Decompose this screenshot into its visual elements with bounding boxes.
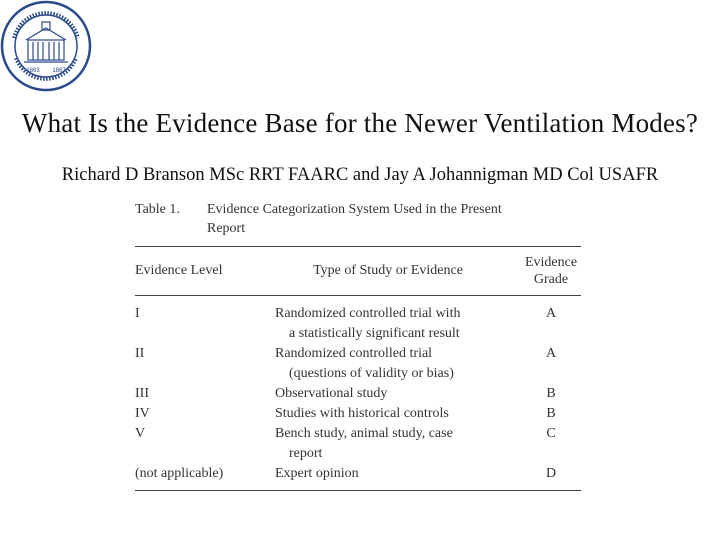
table-body <box>135 296 581 484</box>
row-type-line-1: Randomized controlled trial with <box>275 306 461 321</box>
university-seal-icon <box>0 0 92 92</box>
row-grade: C <box>546 426 556 441</box>
row-type-line-2: (questions of validity or bias) <box>289 366 454 381</box>
authors-line: Richard D Branson MSc RRT FAARC and Jay A Johannigman MD Col USAFR <box>61 165 659 185</box>
row-level: III <box>135 386 149 401</box>
row-grade: B <box>546 406 556 421</box>
table-caption <box>135 200 581 238</box>
row-grade: B <box>546 386 556 401</box>
row-type <box>275 384 521 404</box>
row-level: (not applicable) <box>135 466 224 481</box>
row-type-line-1: Observational study <box>275 386 388 401</box>
row-type <box>275 344 521 384</box>
header-study-type: Type of Study or Evidence <box>313 263 463 278</box>
row-type-line-1: Randomized controlled trial <box>275 346 433 361</box>
table-bottom-rule <box>135 490 581 491</box>
seal-year-right: 1867 <box>52 68 66 74</box>
caption-line-2: Report <box>207 221 246 236</box>
seal-year-left: 1863 <box>26 68 40 74</box>
slide-title: What Is the Evidence Base for the Newer Ventilation Modes? <box>21 108 699 138</box>
row-type-line-1: Bench study, animal study, case <box>275 426 453 441</box>
row-type-line-2: report <box>289 446 323 461</box>
table-number: Table 1. <box>135 202 180 217</box>
row-type <box>275 304 521 344</box>
row-level: V <box>135 426 146 441</box>
row-level: II <box>135 346 145 361</box>
header-grade-line-2: Grade <box>533 272 569 287</box>
row-grade: D <box>545 466 557 481</box>
table-caption-text <box>207 200 581 238</box>
row-level: I <box>135 306 140 321</box>
table-row <box>135 464 581 484</box>
row-type <box>275 424 521 464</box>
row-type-line-1: Studies with historical controls <box>275 406 449 421</box>
table-row <box>135 424 581 464</box>
table-row <box>135 304 581 344</box>
header-evidence-level: Evidence Level <box>135 263 223 278</box>
row-grade: A <box>545 306 557 321</box>
row-level: IV <box>135 406 150 421</box>
header-grade-line-1: Evidence <box>524 255 578 270</box>
evidence-table <box>135 200 581 491</box>
table-row <box>135 344 581 384</box>
header-evidence-grade <box>521 254 581 288</box>
caption-line-1: Evidence Categorization System Used in the Present <box>207 202 502 217</box>
table-row <box>135 384 581 404</box>
row-type-line-2: a statistically significant result <box>289 326 460 341</box>
table-header-row <box>135 247 581 295</box>
row-grade: A <box>545 346 557 361</box>
row-type <box>275 464 521 484</box>
row-type <box>275 404 521 424</box>
row-type-line-1: Expert opinion <box>275 466 359 481</box>
table-row <box>135 404 581 424</box>
